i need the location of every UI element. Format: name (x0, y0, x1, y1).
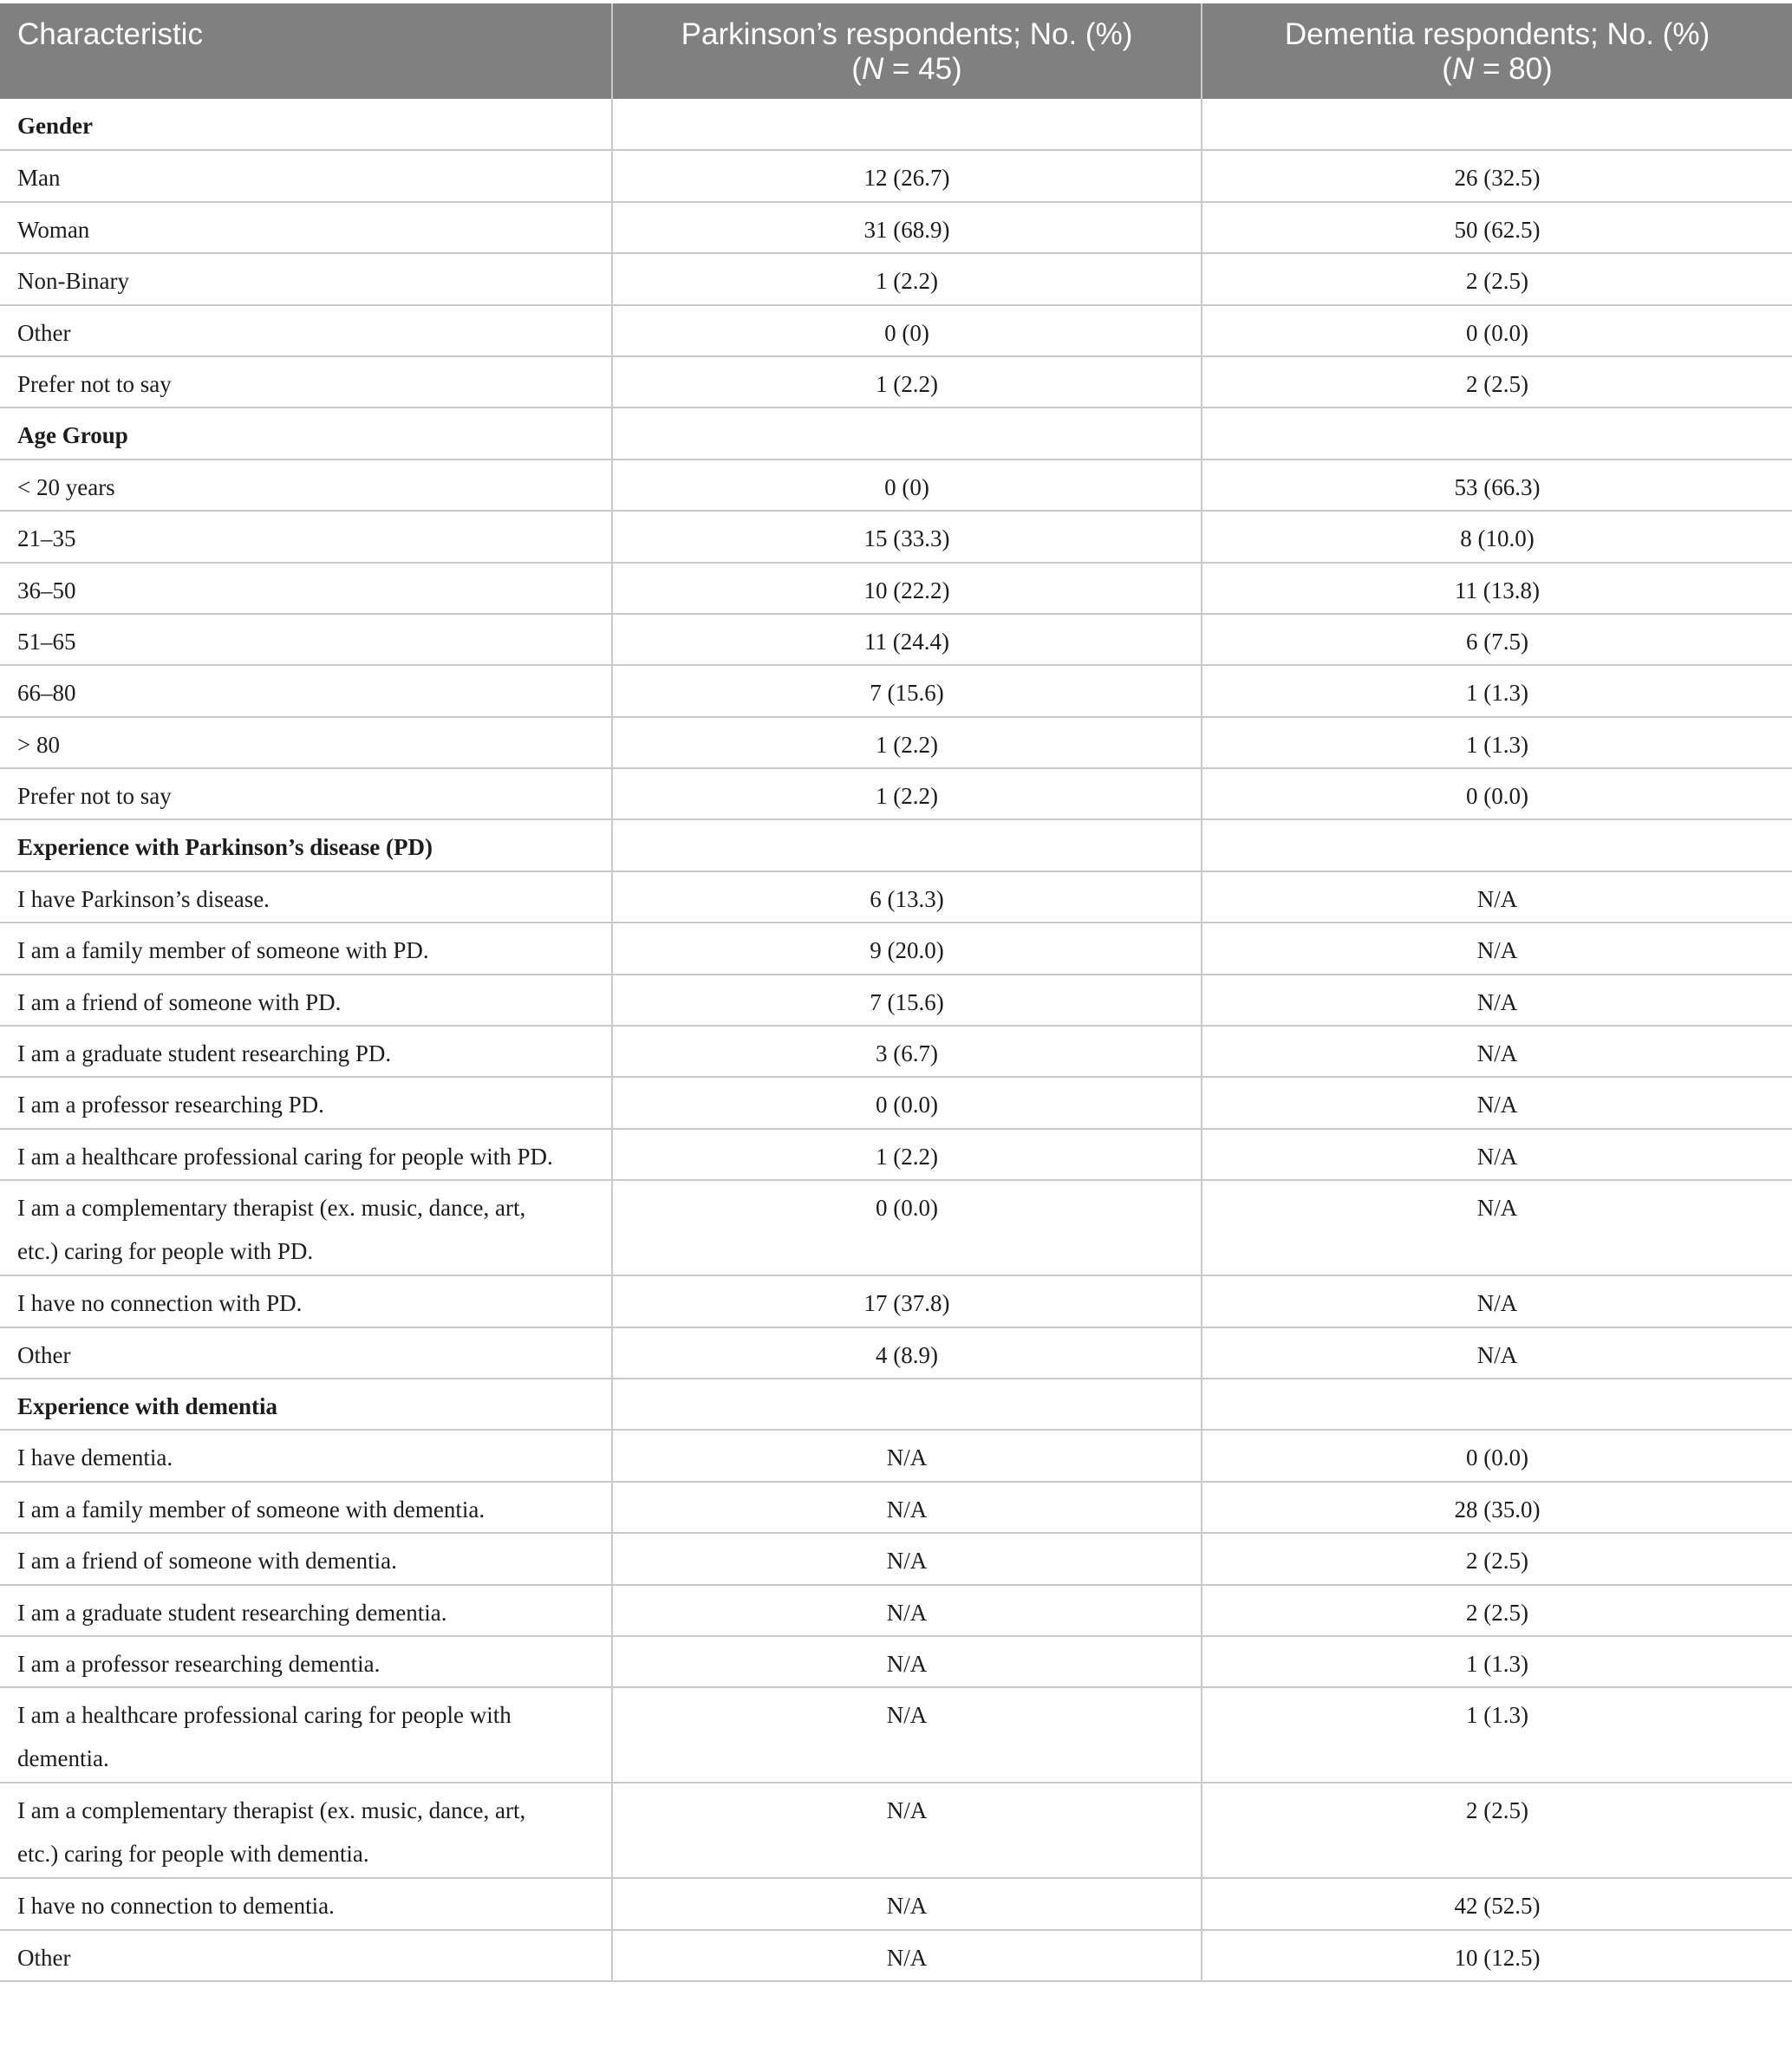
dementia-value-text: N/A (1476, 1290, 1518, 1317)
parkinsons-value-cell (612, 1687, 1202, 1783)
parkinsons-value-cell (612, 460, 1202, 511)
dementia-value-cell (1202, 460, 1792, 511)
dementia-value-cell (1202, 871, 1792, 923)
table-row (0, 1180, 1792, 1275)
characteristic-cell (0, 717, 612, 768)
section-header-row (0, 1379, 1792, 1430)
characteristic-cell (0, 1930, 612, 1981)
column-header-characteristic (0, 3, 612, 99)
table-row (0, 1533, 1792, 1584)
characteristic-label-line1: I am a complementary therapist (ex. music, dance, art, (17, 1797, 526, 1824)
table-row (0, 1878, 1792, 1929)
characteristic-label: > 80 (17, 731, 60, 758)
parkinsons-value-cell (612, 305, 1202, 356)
dementia-value-cell (1202, 1379, 1792, 1430)
parkinsons-value-text: N/A (886, 1650, 928, 1677)
dementia-value-cell (1202, 1327, 1792, 1379)
table-row (0, 1275, 1792, 1327)
characteristic-cell (0, 305, 612, 356)
parkinsons-value-text: 0 (0.0) (876, 1092, 938, 1118)
parkinsons-value-text: 11 (24.4) (864, 628, 949, 655)
section-label-cell (0, 99, 612, 150)
table-row (0, 563, 1792, 614)
dementia-value-cell (1202, 150, 1792, 201)
characteristic-cell (0, 1878, 612, 1929)
parkinsons-value-cell (612, 923, 1202, 974)
characteristic-cell (0, 253, 612, 304)
dementia-value-text: 50 (62.5) (1454, 216, 1541, 243)
parkinsons-value-text: 0 (0) (884, 473, 929, 500)
demographics-table (0, 3, 1792, 1982)
parkinsons-value-text: 1 (2.2) (876, 370, 938, 397)
parkinsons-value-cell (612, 1026, 1202, 1077)
dementia-value-cell (1202, 356, 1792, 408)
dementia-value-text: 2 (2.5) (1466, 1599, 1528, 1626)
table-row (0, 1687, 1792, 1783)
dementia-value-text: 6 (7.5) (1466, 628, 1528, 655)
characteristic-cell (0, 1180, 612, 1275)
parkinsons-value-cell (612, 1430, 1202, 1481)
dementia-value-text: 1 (1.3) (1466, 731, 1528, 758)
characteristic-label: Woman (17, 216, 90, 243)
characteristic-cell (0, 1430, 612, 1481)
dementia-value-text: 0 (0.0) (1466, 319, 1528, 346)
characteristic-label: 51–65 (17, 628, 76, 655)
dementia-value-cell (1202, 1180, 1792, 1275)
characteristic-label: I am a healthcare professional caring for people with PD. (17, 1143, 553, 1170)
dementia-value-text: 1 (1.3) (1466, 1702, 1528, 1729)
characteristic-cell (0, 1275, 612, 1327)
table-row (0, 511, 1792, 562)
dementia-header-n: (N = 80) (1442, 52, 1553, 86)
parkinsons-header-n: (N = 45) (851, 52, 962, 86)
characteristic-cell (0, 923, 612, 974)
dementia-value-text: 2 (2.5) (1466, 1797, 1528, 1824)
parkinsons-value-text: 15 (33.3) (863, 525, 950, 552)
dementia-value-text: N/A (1476, 1092, 1518, 1118)
dementia-value-text: 8 (10.0) (1460, 525, 1535, 552)
dementia-value-cell (1202, 202, 1792, 253)
parkinsons-value-text: N/A (886, 1944, 928, 1971)
dementia-value-text: 26 (32.5) (1454, 165, 1541, 192)
dementia-value-text: N/A (1476, 885, 1518, 912)
dementia-value-text: 0 (0.0) (1466, 783, 1528, 810)
characteristic-cell (0, 1636, 612, 1687)
section-header-row (0, 99, 1792, 150)
parkinsons-value-cell (612, 1327, 1202, 1379)
dementia-value-text (1220, 1379, 1775, 1385)
dementia-value-cell (1202, 614, 1792, 665)
characteristic-label: I have no connection with PD. (17, 1290, 303, 1317)
dementia-value-text: N/A (1476, 1040, 1518, 1067)
parkinsons-value-cell (612, 768, 1202, 819)
characteristic-label: Non-Binary (17, 268, 129, 295)
dementia-value-text: 1 (1.3) (1466, 680, 1528, 707)
characteristic-label: Man (17, 165, 61, 192)
table-row (0, 1636, 1792, 1687)
parkinsons-value-cell (612, 819, 1202, 871)
characteristic-label: Other (17, 319, 71, 346)
characteristic-label-line1: I am a complementary therapist (ex. music, dance, art, (17, 1195, 526, 1222)
parkinsons-value-text: N/A (886, 1702, 928, 1729)
parkinsons-value-text: N/A (886, 1444, 928, 1471)
dementia-value-cell (1202, 1783, 1792, 1878)
parkinsons-value-text: N/A (886, 1599, 928, 1626)
parkinsons-value-text: N/A (886, 1797, 928, 1824)
characteristic-cell (0, 202, 612, 253)
parkinsons-n-label: N (861, 52, 884, 86)
table-row (0, 1482, 1792, 1533)
table-row (0, 202, 1792, 253)
dementia-value-cell (1202, 1129, 1792, 1180)
dementia-value-cell (1202, 1878, 1792, 1929)
dementia-value-cell (1202, 1482, 1792, 1533)
parkinsons-header-title: Parkinson’s respondents; No. (%) (681, 17, 1133, 51)
parkinsons-value-cell (612, 1930, 1202, 1981)
parkinsons-value-cell (612, 1180, 1202, 1275)
parkinsons-value-text: 4 (8.9) (876, 1341, 938, 1368)
parkinsons-value-cell (612, 614, 1202, 665)
dementia-n-label: N (1451, 52, 1475, 86)
characteristic-label: Prefer not to say (17, 783, 172, 810)
table-row (0, 1930, 1792, 1981)
dementia-value-text: 53 (66.3) (1454, 473, 1541, 500)
table-row (0, 1783, 1792, 1878)
parkinsons-value-text: 12 (26.7) (863, 165, 950, 192)
dementia-value-text: 42 (52.5) (1454, 1893, 1541, 1920)
parkinsons-value-cell (612, 1636, 1202, 1687)
section-label-cell (0, 819, 612, 871)
dementia-value-text: 2 (2.5) (1466, 268, 1528, 295)
dementia-value-cell (1202, 1026, 1792, 1077)
parkinsons-value-text: 3 (6.7) (876, 1040, 938, 1067)
table-row (0, 665, 1792, 716)
characteristic-cell (0, 1533, 612, 1584)
parkinsons-value-text: N/A (886, 1893, 928, 1920)
characteristic-label-line2: dementia. (17, 1745, 109, 1772)
characteristic-label: Other (17, 1341, 71, 1368)
characteristic-cell (0, 150, 612, 201)
table-row (0, 717, 1792, 768)
characteristic-label: I am a graduate student researching dementia. (17, 1599, 447, 1626)
parkinsons-value-text: 31 (68.9) (863, 216, 950, 243)
parkinsons-value-text: N/A (886, 1496, 928, 1523)
parkinsons-value-cell (612, 717, 1202, 768)
parkinsons-value-text: 1 (2.2) (876, 783, 938, 810)
dementia-value-text (1220, 820, 1775, 825)
characteristic-label: I am a professor researching dementia. (17, 1650, 381, 1677)
parkinsons-value-text: 9 (20.0) (870, 937, 944, 964)
characteristic-label: I am a friend of someone with dementia. (17, 1548, 397, 1575)
parkinsons-value-cell (612, 1783, 1202, 1878)
dementia-value-text: N/A (1476, 1143, 1518, 1170)
characteristic-cell (0, 1482, 612, 1533)
characteristic-cell (0, 1077, 612, 1128)
dementia-value-cell (1202, 1687, 1792, 1783)
characteristic-cell (0, 356, 612, 408)
dementia-value-cell (1202, 1430, 1792, 1481)
parkinsons-value-cell (612, 253, 1202, 304)
table-row (0, 871, 1792, 923)
parkinsons-value-cell (612, 150, 1202, 201)
characteristic-label: I have dementia. (17, 1444, 173, 1471)
parkinsons-value-text: 0 (0.0) (876, 1195, 938, 1222)
dementia-n-value: = 80) (1474, 52, 1553, 86)
characteristic-label: Experience with Parkinson’s disease (PD) (17, 834, 433, 861)
characteristic-label: Prefer not to say (17, 370, 172, 397)
column-header-parkinsons (612, 3, 1202, 99)
characteristic-cell (0, 511, 612, 562)
dementia-value-text (1220, 408, 1775, 414)
dementia-value-text: N/A (1476, 1195, 1518, 1222)
characteristic-cell (0, 460, 612, 511)
parkinsons-value-text (630, 99, 1183, 104)
dementia-value-cell (1202, 1275, 1792, 1327)
parkinsons-value-text: 0 (0) (884, 319, 929, 346)
header-row (0, 3, 1792, 99)
parkinsons-value-cell (612, 563, 1202, 614)
parkinsons-value-cell (612, 975, 1202, 1026)
characteristic-label-line2: etc.) caring for people with dementia. (17, 1841, 369, 1868)
dementia-value-cell (1202, 563, 1792, 614)
table-row (0, 305, 1792, 356)
parkinsons-value-cell (612, 871, 1202, 923)
characteristic-cell (0, 1026, 612, 1077)
parkinsons-value-cell (612, 511, 1202, 562)
table-row (0, 614, 1792, 665)
table-row (0, 1585, 1792, 1636)
dementia-value-cell (1202, 1077, 1792, 1128)
table-body (0, 99, 1792, 1981)
parkinsons-value-cell (612, 408, 1202, 459)
dementia-value-text: 28 (35.0) (1454, 1496, 1541, 1523)
characteristic-label: 36–50 (17, 577, 76, 603)
characteristic-cell (0, 563, 612, 614)
parkinsons-value-cell (612, 1533, 1202, 1584)
dementia-value-text (1220, 99, 1775, 104)
characteristic-label: Gender (17, 113, 93, 139)
dementia-value-cell (1202, 253, 1792, 304)
table-row (0, 253, 1792, 304)
dementia-value-cell (1202, 975, 1792, 1026)
dementia-value-text: 10 (12.5) (1454, 1944, 1541, 1971)
parkinsons-value-cell (612, 1482, 1202, 1533)
characteristic-cell (0, 975, 612, 1026)
parkinsons-value-cell (612, 202, 1202, 253)
dementia-value-text: 0 (0.0) (1466, 1444, 1528, 1471)
table-row (0, 1327, 1792, 1379)
table-row (0, 975, 1792, 1026)
parkinsons-value-text (630, 408, 1183, 414)
dementia-value-cell (1202, 1585, 1792, 1636)
dementia-value-cell (1202, 665, 1792, 716)
parkinsons-n-value: = 45) (883, 52, 962, 86)
dementia-value-cell (1202, 717, 1792, 768)
section-header-row (0, 819, 1792, 871)
table-row (0, 1026, 1792, 1077)
parkinsons-value-text: 6 (13.3) (870, 885, 944, 912)
parkinsons-value-text: 1 (2.2) (876, 731, 938, 758)
characteristic-label: 66–80 (17, 680, 76, 707)
characteristic-label: I have Parkinson’s disease. (17, 885, 270, 912)
table-row (0, 1129, 1792, 1180)
table-header (0, 3, 1792, 99)
characteristic-label: I have no connection to dementia. (17, 1893, 335, 1920)
characteristic-cell (0, 871, 612, 923)
table-row (0, 356, 1792, 408)
characteristic-cell (0, 768, 612, 819)
characteristic-label: I am a professor researching PD. (17, 1092, 324, 1118)
parkinsons-value-cell (612, 665, 1202, 716)
dementia-value-cell (1202, 768, 1792, 819)
dementia-value-cell (1202, 99, 1792, 150)
characteristic-label: Experience with dementia (17, 1392, 277, 1419)
table-row (0, 1430, 1792, 1481)
dementia-value-text: 2 (2.5) (1466, 370, 1528, 397)
section-label-cell (0, 408, 612, 459)
characteristic-cell (0, 1327, 612, 1379)
parkinsons-value-cell (612, 1129, 1202, 1180)
dementia-value-cell (1202, 1533, 1792, 1584)
characteristic-cell (0, 665, 612, 716)
table-row (0, 923, 1792, 974)
parkinsons-value-cell (612, 1077, 1202, 1128)
characteristic-cell (0, 1687, 612, 1783)
dementia-value-text: 2 (2.5) (1466, 1548, 1528, 1575)
table-row (0, 150, 1792, 201)
table-row (0, 1077, 1792, 1128)
table-row (0, 768, 1792, 819)
characteristic-label-line2: etc.) caring for people with PD. (17, 1238, 314, 1265)
characteristic-label: I am a family member of someone with dementia. (17, 1496, 485, 1523)
dementia-value-text: 1 (1.3) (1466, 1650, 1528, 1677)
characteristic-label: 21–35 (17, 525, 76, 552)
characteristic-label: Age Group (17, 422, 128, 449)
dementia-value-text: 11 (13.8) (1455, 577, 1540, 603)
section-label-cell (0, 1379, 612, 1430)
section-header-row (0, 408, 1792, 459)
parkinsons-value-text: 7 (15.6) (870, 680, 944, 707)
characteristic-label: I am a graduate student researching PD. (17, 1040, 392, 1067)
dementia-value-cell (1202, 923, 1792, 974)
characteristic-label-line1: I am a healthcare professional caring for people with (17, 1702, 512, 1729)
dementia-value-cell (1202, 511, 1792, 562)
dementia-value-text: N/A (1476, 1341, 1518, 1368)
parkinsons-value-cell (612, 1379, 1202, 1430)
table-row (0, 460, 1792, 511)
parkinsons-value-text: 1 (2.2) (876, 1143, 938, 1170)
dementia-value-cell (1202, 305, 1792, 356)
characteristic-cell (0, 1129, 612, 1180)
parkinsons-value-text: 10 (22.2) (863, 577, 950, 603)
characteristic-cell (0, 614, 612, 665)
parkinsons-value-text: 1 (2.2) (876, 268, 938, 295)
characteristic-cell (0, 1585, 612, 1636)
characteristic-label: Other (17, 1944, 71, 1971)
parkinsons-value-text: 17 (37.8) (863, 1290, 950, 1317)
parkinsons-value-text: N/A (886, 1548, 928, 1575)
characteristic-label: < 20 years (17, 473, 115, 500)
dementia-value-cell (1202, 819, 1792, 871)
parkinsons-value-text: 7 (15.6) (870, 988, 944, 1015)
parkinsons-value-cell (612, 1878, 1202, 1929)
parkinsons-value-cell (612, 99, 1202, 150)
parkinsons-value-text (630, 820, 1183, 825)
characteristic-label: I am a family member of someone with PD. (17, 937, 429, 964)
characteristic-label: I am a friend of someone with PD. (17, 988, 342, 1015)
column-header-dementia (1202, 3, 1792, 99)
dementia-value-cell (1202, 1636, 1792, 1687)
parkinsons-value-text (630, 1379, 1183, 1385)
dementia-value-cell (1202, 408, 1792, 459)
dementia-value-text: N/A (1476, 988, 1518, 1015)
parkinsons-value-cell (612, 1275, 1202, 1327)
parkinsons-value-cell (612, 356, 1202, 408)
dementia-header-title: Dementia respondents; No. (%) (1284, 17, 1711, 51)
dementia-value-text: N/A (1476, 937, 1518, 964)
characteristic-header-text: Characteristic (17, 17, 203, 51)
characteristic-cell (0, 1783, 612, 1878)
parkinsons-value-cell (612, 1585, 1202, 1636)
dementia-value-cell (1202, 1930, 1792, 1981)
